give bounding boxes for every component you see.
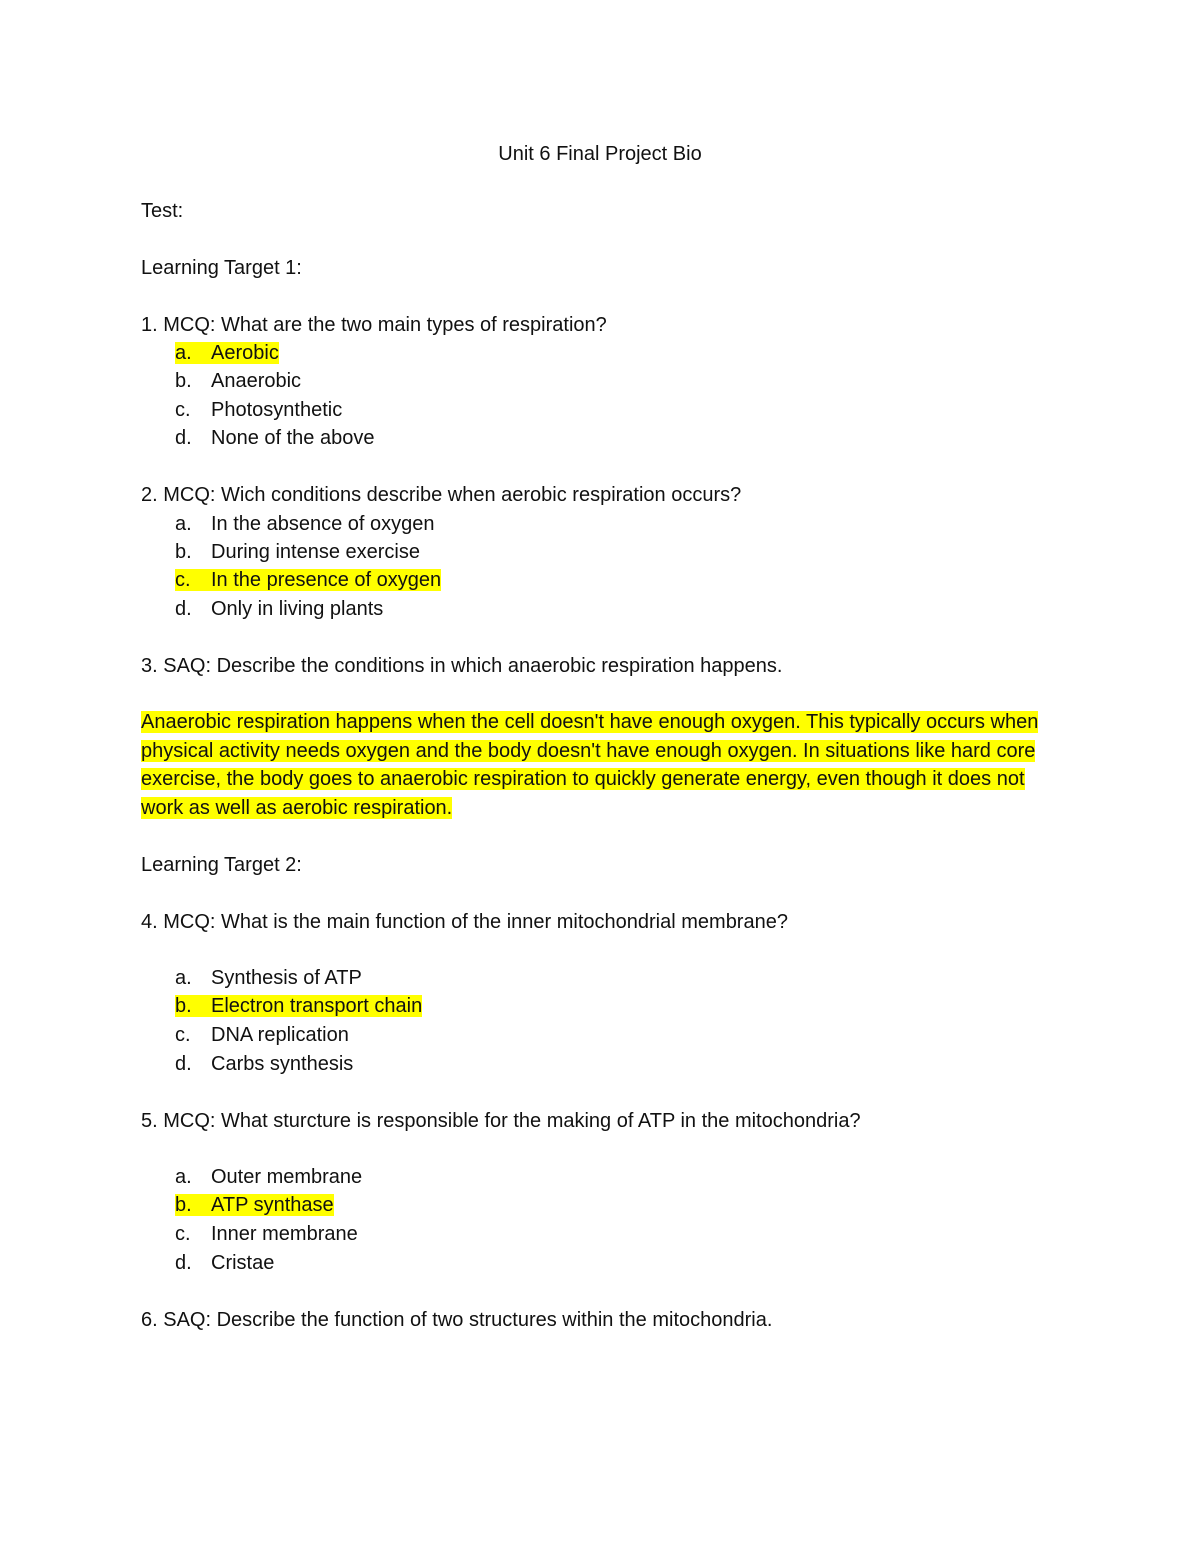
- option-text: None of the above: [211, 427, 375, 449]
- option-text: Aerobic: [211, 342, 279, 364]
- option-text: Electron transport chain: [211, 995, 423, 1017]
- option-letter: d.: [175, 427, 192, 449]
- q2-option-a: [175, 510, 435, 538]
- option-letter: a.: [175, 342, 192, 364]
- question-2: 2. MCQ: Wich conditions describe when aerobic respiration occurs?: [141, 484, 742, 506]
- option-letter: d.: [175, 1252, 192, 1274]
- q4-option-a: [175, 964, 362, 992]
- option-letter: d.: [175, 1053, 192, 1075]
- option-letter: a.: [175, 1166, 192, 1188]
- q2-option-c: [175, 566, 441, 594]
- option-text: Outer membrane: [211, 1166, 363, 1188]
- option-text: DNA replication: [211, 1024, 349, 1046]
- q1-option-b: [175, 367, 301, 395]
- option-letter: c.: [175, 569, 191, 591]
- option-text: In the presence of oxygen: [211, 569, 442, 591]
- q4-option-d: [175, 1050, 353, 1078]
- option-text: Carbs synthesis: [211, 1053, 354, 1075]
- option-text: During intense exercise: [211, 541, 420, 563]
- option-text: Only in living plants: [211, 598, 384, 620]
- option-letter: c.: [175, 1024, 191, 1046]
- option-letter: a.: [175, 967, 192, 989]
- option-letter: a.: [175, 513, 192, 535]
- q5-option-b: [175, 1191, 334, 1219]
- option-text: Inner membrane: [211, 1223, 358, 1245]
- q1-option-a: [175, 339, 279, 367]
- q2-option-d: [175, 595, 383, 623]
- question-6: 6. SAQ: Describe the function of two structures within the mitochondria.: [141, 1309, 773, 1331]
- option-letter: c.: [175, 1223, 191, 1245]
- q1-option-d: [175, 424, 374, 452]
- test-label: Test:: [141, 200, 184, 222]
- option-text: In the absence of oxygen: [211, 513, 435, 535]
- option-letter: b.: [175, 370, 192, 392]
- option-text: Cristae: [211, 1252, 275, 1274]
- option-text: Synthesis of ATP: [211, 967, 362, 989]
- option-text: Photosynthetic: [211, 399, 343, 421]
- question-3: 3. SAQ: Describe the conditions in which anaerobic respiration happens.: [141, 655, 783, 677]
- question-5: 5. MCQ: What sturcture is responsible for the making of ATP in the mitochondria?: [141, 1110, 861, 1132]
- q3-answer-text: Anaerobic respiration happens when the cell doesn't have enough oxygen. This typically occurs when physical activity needs oxygen and the body doesn't have enough oxygen. In situations like hard core exercise, the body goes to anaerobic respiration to quickly generate energy, even though it does not work as well as aerobic respiration.: [141, 711, 1039, 819]
- q5-option-c: [175, 1220, 358, 1248]
- q5-option-a: [175, 1163, 362, 1191]
- q1-option-c: [175, 396, 342, 424]
- learning-target-1-heading: Learning Target 1:: [141, 257, 302, 279]
- q2-option-b: [175, 538, 420, 566]
- q4-option-c: [175, 1021, 349, 1049]
- q4-option-b: [175, 992, 422, 1020]
- learning-target-2-heading: Learning Target 2:: [141, 854, 302, 876]
- option-text: Anaerobic: [211, 370, 302, 392]
- option-letter: b.: [175, 541, 192, 563]
- question-4: 4. MCQ: What is the main function of the inner mitochondrial membrane?: [141, 911, 788, 933]
- q3-answer-paragraph: [141, 708, 1061, 822]
- option-letter: d.: [175, 598, 192, 620]
- q5-option-d: [175, 1249, 274, 1277]
- option-letter: b.: [175, 1194, 192, 1216]
- page-title: Unit 6 Final Project Bio: [498, 143, 702, 165]
- option-letter: b.: [175, 995, 192, 1017]
- option-text: ATP synthase: [211, 1194, 334, 1216]
- option-letter: c.: [175, 399, 191, 421]
- question-1: 1. MCQ: What are the two main types of respiration?: [141, 314, 607, 336]
